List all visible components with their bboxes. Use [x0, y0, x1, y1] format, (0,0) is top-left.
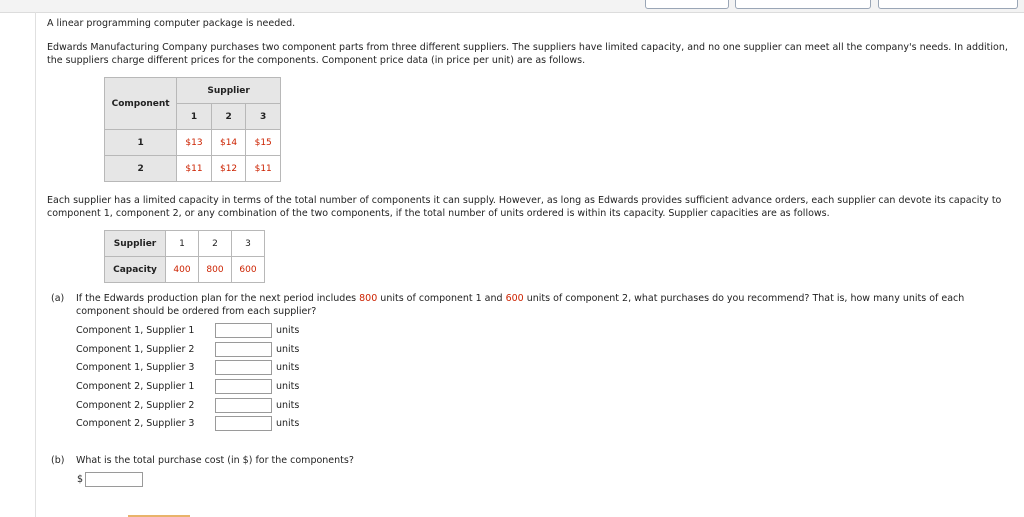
price-cell: $15: [246, 130, 281, 156]
capacity-supplier-col: 2: [199, 231, 232, 257]
answer-row-label: Component 2, Supplier 1: [76, 381, 195, 392]
part-a-q1: If the Edwards production plan for the next period includes: [76, 293, 360, 304]
component-1-amount: 800: [359, 293, 378, 304]
part-a-label: (a): [51, 293, 65, 304]
price-cell: $13: [177, 130, 212, 156]
capacity-paragraph-line-2: component 1, component 2, or any combination of the two components, if the total number of units ordered is within its capacity. Supplier capacities are as follows.: [47, 208, 830, 219]
c1-s2-input[interactable]: [215, 342, 272, 357]
answer-row-label: Component 2, Supplier 2: [76, 400, 195, 411]
units-label: units: [276, 362, 300, 373]
capacity-paragraph-line-1: Each supplier has a limited capacity in terms of the total number of components it can supply. However, as long as Edwards provides sufficient advance orders, each supplier can devote its capacity to: [47, 195, 1002, 206]
c2-s3-input[interactable]: [215, 416, 272, 431]
problem-paragraph-line-1: Edwards Manufacturing Company purchases two component parts from three different suppliers. The suppliers have limited capacity, and no one supplier can meet all the company's needs. In addition,: [47, 42, 1008, 53]
capacity-value: 800: [199, 257, 232, 283]
component-row-label: 2: [105, 156, 177, 182]
price-cell: $11: [246, 156, 281, 182]
total-cost-input[interactable]: [85, 472, 143, 487]
supplier-col-1: 1: [177, 104, 212, 130]
toolbar-tab-1[interactable]: [645, 0, 729, 9]
capacity-supplier-col: 3: [232, 231, 265, 257]
c1-s3-input[interactable]: [215, 360, 272, 375]
units-label: units: [276, 418, 300, 429]
component-2-amount: 600: [505, 293, 524, 304]
part-b-question: What is the total purchase cost (in $) for the components?: [76, 455, 354, 466]
part-b-label: (b): [51, 455, 65, 466]
c2-s1-input[interactable]: [215, 379, 272, 394]
left-rule: [35, 12, 36, 517]
supplier-header: Supplier: [177, 78, 281, 104]
part-a-question-line-1: [76, 292, 964, 305]
currency-symbol: $: [77, 474, 84, 485]
capacity-value: 400: [166, 257, 199, 283]
intro-text: A linear programming computer package is needed.: [47, 18, 296, 29]
c2-s2-input[interactable]: [215, 398, 272, 413]
capacity-supplier-label: Supplier: [105, 231, 166, 257]
part-a-question-line-2: component should be ordered from each supplier?: [76, 306, 317, 317]
answer-row-label: Component 1, Supplier 2: [76, 344, 195, 355]
price-cell: $14: [211, 130, 246, 156]
capacity-value: 600: [232, 257, 265, 283]
price-table: [104, 77, 281, 182]
capacity-supplier-col: 1: [166, 231, 199, 257]
capacity-label: Capacity: [105, 257, 166, 283]
part-a-q2: units of component 1 and: [377, 293, 506, 304]
problem-paragraph-line-2: the suppliers charge different prices for the components. Component price data (in price per unit) are as follows.: [47, 55, 586, 66]
component-header: Component: [105, 78, 177, 130]
price-cell: $11: [177, 156, 212, 182]
supplier-col-2: 2: [211, 104, 246, 130]
answer-row-label: Component 2, Supplier 3: [76, 418, 195, 429]
units-label: units: [276, 325, 300, 336]
part-a-q3: units of component 2, what purchases do you recommend? That is, how many units of each: [523, 293, 965, 304]
units-label: units: [276, 344, 300, 355]
capacity-table: [104, 230, 265, 283]
toolbar-tab-2[interactable]: [735, 0, 871, 9]
answer-row-label: Component 1, Supplier 3: [76, 362, 195, 373]
units-label: units: [276, 381, 300, 392]
component-row-label: 1: [105, 130, 177, 156]
c1-s1-input[interactable]: [215, 323, 272, 338]
units-label: units: [276, 400, 300, 411]
supplier-col-3: 3: [246, 104, 281, 130]
price-cell: $12: [211, 156, 246, 182]
top-toolbar: [0, 0, 1024, 13]
toolbar-tab-3[interactable]: [878, 0, 1018, 9]
answer-row-label: Component 1, Supplier 1: [76, 325, 195, 336]
